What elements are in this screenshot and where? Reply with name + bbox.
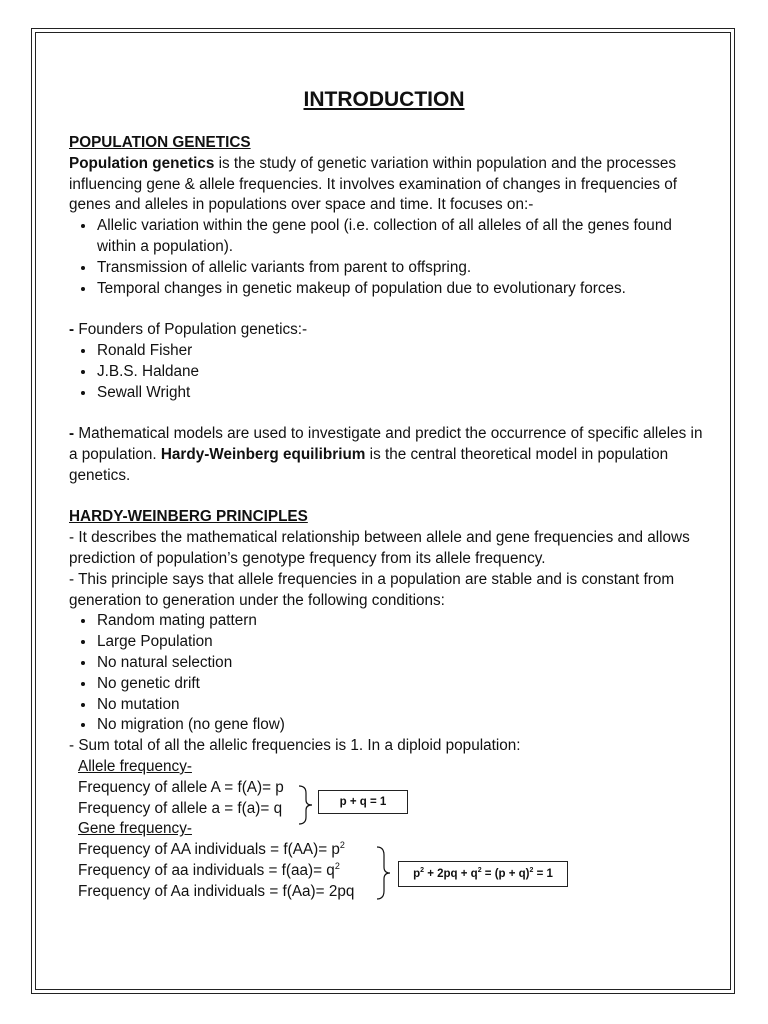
allele-formula-text: p + q = 1 xyxy=(339,796,387,808)
sum-total-text: - Sum total of all the allelic frequencies is 1. In a diploid population: xyxy=(69,737,521,755)
gene-frequency-heading: Gene frequency- xyxy=(78,820,192,838)
hw-paragraph-1: - It describes the mathematical relationship between allele and gene frequencies and allows prediction of population’s genotype frequency from its allele frequency. xyxy=(69,529,690,567)
focus-list xyxy=(69,216,709,299)
hardy-weinberg-heading: HARDY-WEINBERG PRINCIPLES xyxy=(69,508,308,526)
models-text-2: is the central theoretical model in population genetics. xyxy=(69,445,669,484)
list-item: • No natural selection xyxy=(96,653,709,674)
superscript-2: 2 xyxy=(339,840,345,851)
list-item: • Large Population xyxy=(96,632,709,653)
list-item: • No genetic drift xyxy=(96,674,709,695)
list-item: • No mutation xyxy=(96,695,709,716)
population-genetics-intro xyxy=(69,154,709,216)
models-text-1: Mathematical models are used to investigate and predict the occurrence of specific alleles in a population. xyxy=(69,425,703,463)
gene-AA-text: Frequency of AA individuals = f(AA)= p xyxy=(78,841,340,859)
allele-a-frequency: Frequency of allele a = f(a)= q xyxy=(78,799,283,817)
conditions-list xyxy=(69,611,709,736)
list-item: • Temporal changes in genetic makeup of population due to evolutionary forces. xyxy=(96,279,709,300)
models-paragraph xyxy=(69,424,709,486)
list-item: • Ronald Fisher xyxy=(96,341,709,362)
list-item: • J.B.S. Haldane xyxy=(96,362,709,383)
models-dash: - xyxy=(69,425,75,443)
allele-frequency-heading: Allele frequency- xyxy=(78,757,192,775)
intro-text: is the study of genetic variation within population and the processes influencing gene & allele frequencies. It involves examination of changes in frequencies of genes and alleles in populations over space and time. It focuses on:- xyxy=(69,154,678,214)
hardy-weinberg-term: Hardy-Weinberg equilibrium xyxy=(160,445,366,463)
gene-formula-text: $p^2 + 2pq + q^2 = (p + q)^2 = 1$ xyxy=(413,867,553,880)
superscript-2: 2 xyxy=(334,860,340,871)
population-genetics-heading: POPULATION GENETICS xyxy=(69,134,251,151)
list-item: • Allelic variation within the gene pool (i.e. collection of all alleles of all the genes found within a population). xyxy=(96,216,709,258)
list-item: • Transmission of allelic variants from parent to offspring. xyxy=(96,258,709,279)
gene-brace-icon xyxy=(375,845,397,901)
document-body xyxy=(69,133,709,902)
page-title: INTRODUCTION xyxy=(303,88,465,111)
gene-Aa-frequency: Frequency of Aa individuals = f(Aa)= 2pq xyxy=(78,882,355,900)
allele-formula-box xyxy=(318,790,408,814)
list-item: • Sewall Wright xyxy=(96,383,709,404)
intro-bold-term: Population genetics xyxy=(69,154,215,172)
founders-dash: - xyxy=(69,321,75,339)
list-item: • No migration (no gene flow) xyxy=(96,715,709,736)
allele-A-frequency: Frequency of allele A = f(A)= p xyxy=(78,778,284,796)
founders-label-text: Founders of Population genetics:- xyxy=(74,321,308,339)
founders-list xyxy=(69,341,709,403)
list-item: • Random mating pattern xyxy=(96,611,709,632)
gene-formula-box xyxy=(398,861,568,887)
founders-label xyxy=(69,320,709,341)
hw-paragraph-2: - This principle says that allele frequencies in a population are stable and is constant from generation to generation under the following conditions: xyxy=(69,570,675,609)
gene-aa-text: Frequency of aa individuals = f(aa)= q xyxy=(78,861,335,879)
